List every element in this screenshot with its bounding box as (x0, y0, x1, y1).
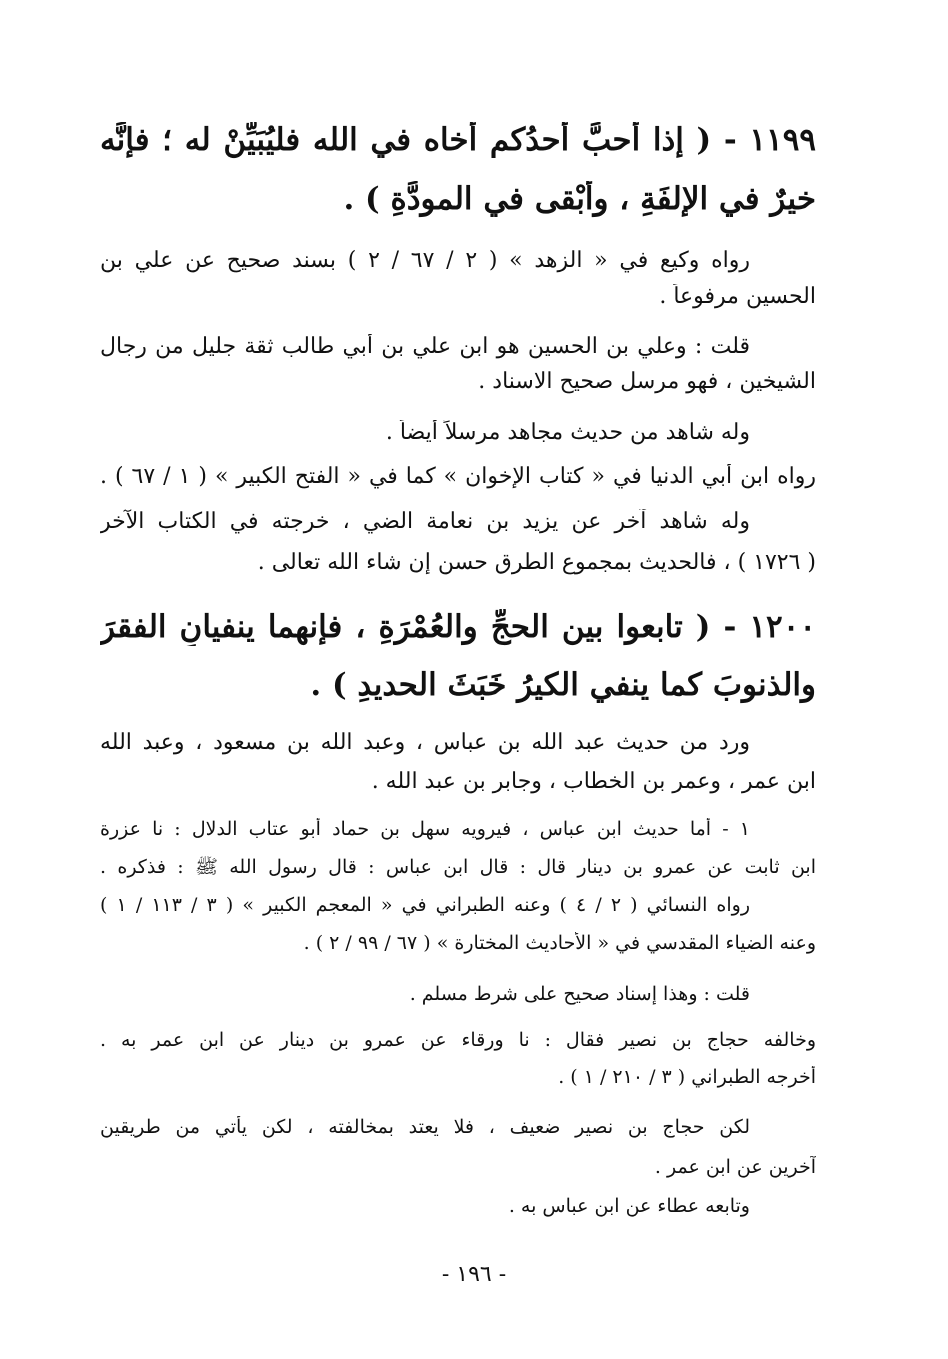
hadith-1199-text-line-1: ١١٩٩ - ( إذا أحبَّ أحدُكم أخاه في الله فليُبَيِّنْ له ؛ فإنَّه (100, 122, 816, 158)
commentary-1199-p3-line-1: وله شاهد من حديث مجاهد مرسلاً أيضاً . (385, 420, 750, 445)
commentary-1200-p6-line-2: آخرين عن ابن عمر . (654, 1156, 816, 1178)
commentary-1200-p2-line-2: ابن ثابت عن عمرو بن دينار قال : قال ابن عباس : قال رسول الله ﷺ : فذكره . (100, 856, 816, 878)
commentary-1200-p7-line-1: وتابعه عطاء عن ابن عباس به . (508, 1195, 750, 1217)
hadith-1199-text-line-2: خيرٌ في الإلفَةِ ، وأبْقى في المودَّةِ ) . (343, 181, 816, 217)
commentary-1200-p3-line-1: رواه النسائي ( ٢ / ٤ ) وعنه الطبراني في « المعجم الكبير » ( ٣ / ١١٣ / ١ ) (100, 894, 750, 916)
commentary-1199-p1-line-1: رواه وكيع في « الزهد » ( ٢ / ٦٧ / ٢ ) بسند صحيح عن علي بن (100, 248, 750, 273)
commentary-1200-p6-line-1: لكن حجاج بن نصير ضعيف ، فلا يعتد بمخالفته ، لكن يأتي من طريقين (100, 1116, 750, 1138)
commentary-1200-p5-line-1: وخالفه حجاج بن نصير فقال : نا ورقاء عن عمرو بن دينار عن ابن عمر به . (100, 1029, 816, 1051)
page-number: - ١٩٦ - (441, 1262, 507, 1287)
commentary-1199-p5-line-1: وله شاهد آخر عن يزيد بن نعامة الضي ، خرجته في الكتاب الآخر (100, 509, 750, 534)
commentary-1200-p1-line-2: ابن عمر ، وعمر بن الخطاب ، وجابر بن عبد الله . (371, 769, 816, 794)
commentary-1199-p4-line-1: رواه ابن أبي الدنيا في « كتاب الإخوان » كما في « الفتح الكبير » ( ١ / ٦٧ ) . (100, 464, 816, 489)
commentary-1199-p5-line-2: ( ١٧٢٦ ) ، فالحديث بمجموع الطرق حسن إن شاء الله تعالى . (257, 550, 816, 575)
commentary-1200-p1-line-1: ورد من حديث عبد الله بن عباس ، وعبد الله بن مسعود ، وعبد الله (100, 730, 750, 755)
commentary-1200-p4-line-1: قلت : وهذا إسناد صحيح على شرط مسلم . (409, 983, 750, 1005)
commentary-1200-p2-line-1: ١ - أما حديث ابن عباس ، فيرويه سهل بن حماد أبو عتاب الدلال : نا عزرة (100, 818, 750, 840)
commentary-1200-p5-line-2: أخرجه الطبراني ( ٣ / ٢١٠ / ١ ) . (558, 1066, 816, 1088)
commentary-1200-p3-line-2: وعنه الضياء المقدسي في « الأحاديث المختارة » ( ٦٧ / ٩٩ / ٢ ) . (303, 932, 816, 954)
commentary-1199-p2-line-1: قلت : وعلي بن الحسين هو ابن علي بن أبي طالب ثقة جليل من رجال (100, 334, 750, 359)
commentary-1199-p1-line-2: الحسين مرفوعاً . (659, 284, 816, 309)
hadith-1200-text-line-1: ١٢٠٠ - ( تابعوا بين الحجِّ والعُمْرَةِ ، فإنهما ينفيانِ الفقرَ (100, 609, 816, 645)
hadith-1200-text-line-2: والذنوبَ كما ينفي الكيرُ خَبَثَ الحديدِ ) . (310, 667, 816, 703)
commentary-1199-p2-line-2: الشيخين ، فهو مرسل صحيح الاسناد . (478, 369, 816, 394)
